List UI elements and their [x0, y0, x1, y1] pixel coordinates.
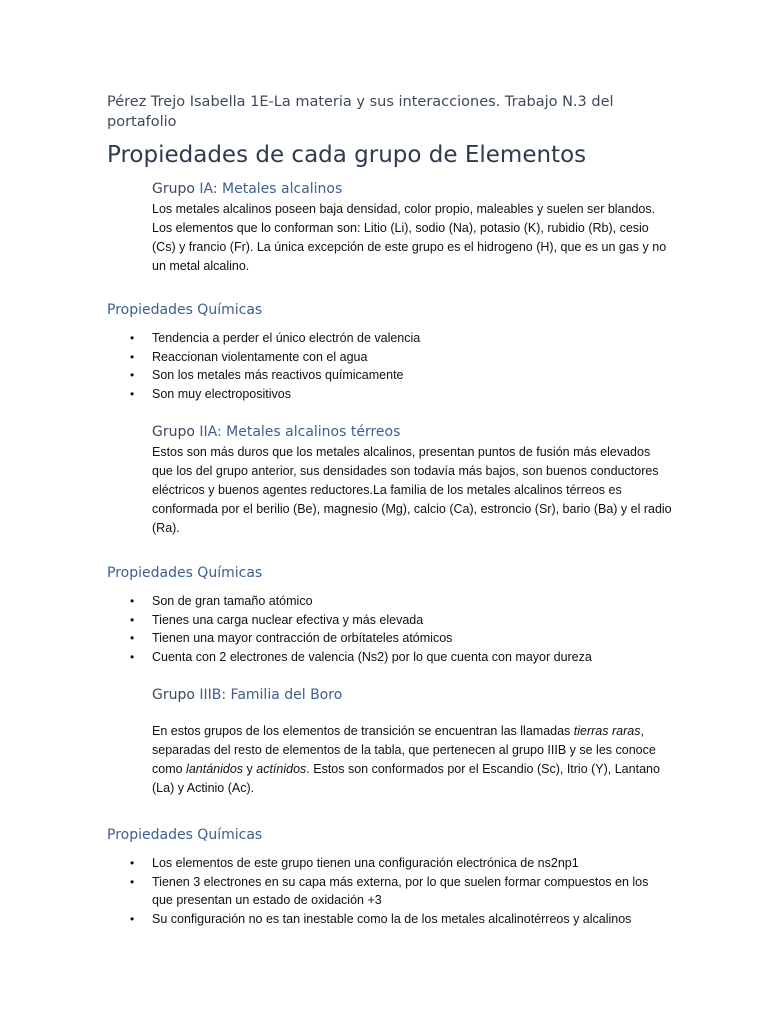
bullet-icon: •: [130, 368, 135, 383]
term-actinidos: actínidos: [256, 762, 307, 776]
group-iiib-description: En estos grupos de los elementos de transición se encuentran las llamadas tierras raras, separadas del resto de elementos de la tabla, que pertenecen al grupo IIIB y se les conoce como lantánidos y actínidos. Estos son conformados por el Escandio (Sc), Itrio (Y), Lantano (La) y Actinio (Ac).: [152, 724, 660, 795]
list-item: • Cuenta con 2 electrones de valencia (Ns2) por lo que cuenta con mayor dureza: [130, 648, 670, 667]
group-iiib-properties-list: [130, 854, 670, 929]
list-item: • Tienen 3 electrones en su capa más externa, por lo que suelen formar compuestos en los que presentan un estado de oxidación +3: [130, 874, 649, 908]
group-iiib-prefix: Grupo: [152, 687, 200, 703]
list-item: • Tienes una carga nuclear efectiva y más elevada: [130, 611, 670, 630]
group-ia-properties-heading: Propiedades Químicas: [107, 302, 263, 318]
group-iia-prefix: Grupo: [152, 424, 200, 440]
term-tierras-raras: tierras raras: [573, 724, 641, 738]
list-item: • Tienen una mayor contracción de orbítateles atómicos: [130, 629, 670, 648]
bullet-icon: •: [130, 650, 135, 665]
list-item: • Son de gran tamaño atómico: [130, 592, 670, 611]
bullet-icon: •: [130, 631, 135, 646]
bullet-icon: •: [130, 856, 135, 870]
list-item: • Reaccionan violentamente con el agua: [130, 348, 670, 367]
bullet-icon: •: [130, 912, 135, 927]
list-item: • Su configuración no es tan inestable como la de los metales alcalinotérreos y alcalinos: [130, 910, 670, 929]
bullet-icon: •: [130, 349, 135, 364]
group-ia-properties-list: [130, 329, 670, 404]
group-iiib-name: IIIB: Familia del Boro: [199, 687, 343, 703]
group-iia-heading: [152, 423, 672, 441]
bullet-icon: •: [130, 612, 135, 627]
group-iiib-properties-heading: Propiedades Químicas: [107, 827, 263, 843]
group-ia-description: Los metales alcalinos poseen baja densidad, color propio, maleables y suelen ser blandos. Los elementos que lo conforman son: Litio (Li), sodio (Na), potasio (K), rubidio (Rb), cesio (Cs) y francio (Fr). La única excepción de este grupo es el hidrogeno (H), que es un gas y no un metal alcalino.: [152, 202, 667, 273]
list-item: • Tendencia a perder el único electrón de valencia: [130, 329, 670, 348]
group-iia-name: IIA: Metales alcalinos térreos: [199, 424, 401, 440]
bullet-icon: •: [130, 594, 135, 608]
group-ia-heading: [152, 180, 672, 198]
group-iia-properties-heading: Propiedades Químicas: [107, 565, 263, 581]
group-iiib-heading: [152, 686, 672, 704]
bullet-icon: •: [130, 331, 135, 345]
bullet-icon: •: [130, 387, 135, 402]
group-iia-section: [152, 423, 672, 538]
bullet-icon: •: [130, 874, 135, 889]
group-iia-properties-list: [130, 592, 670, 667]
term-lantanidos: lantánidos: [186, 762, 244, 776]
document-title: Propiedades de cada grupo de Elementos: [107, 142, 587, 168]
group-ia-prefix: Grupo: [152, 181, 200, 197]
list-item: • Los elementos de este grupo tienen una configuración electrónica de ns2np1: [130, 854, 670, 873]
document-subtitle: Pérez Trejo Isabella 1E-La materia y sus interacciones. Trabajo N.3 del portafolio: [107, 94, 614, 130]
group-iia-description: Estos son más duros que los metales alcalinos, presentan puntos de fusión más elevados que los del grupo anterior, sus densidades son todavía más bajos, son buenos conductores eléctricos y buenos agentes reductores.La familia de los metales alcalinos térreos es conformada por el berilio (Be), magnesio (Mg), calcio (Ca), estroncio (Sr), bario (Ba) y el radio (Ra).: [152, 445, 672, 535]
group-ia-section: [152, 180, 672, 276]
group-iiib-section: [152, 686, 672, 798]
group-ia-name: IA: Metales alcalinos: [199, 181, 343, 197]
list-item: • Son los metales más reactivos químicamente: [130, 366, 670, 385]
list-item: • Son muy electropositivos: [130, 385, 670, 404]
